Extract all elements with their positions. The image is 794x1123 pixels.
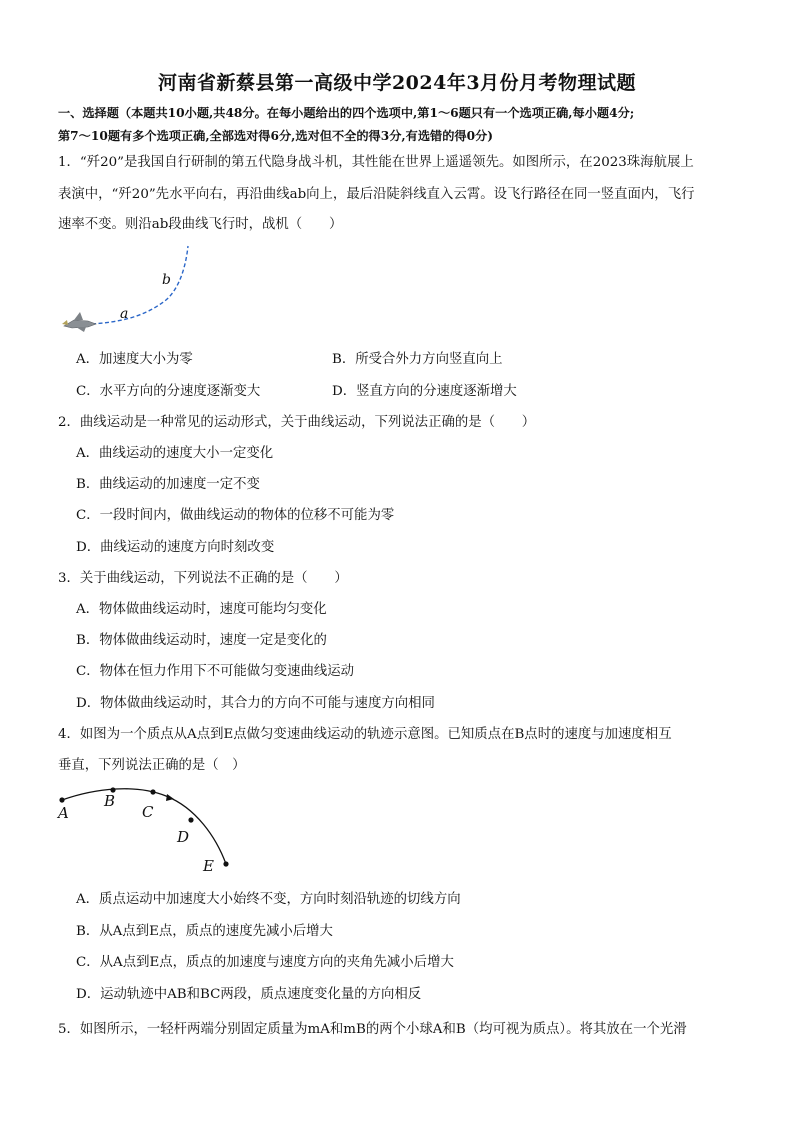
section-instructions-line1: 一、选择题（本题共10小题,共48分。在每小题给出的四个选项中,第1～6题只有一个选项正确,每小题4分; (58, 106, 635, 120)
q4-option-d[interactable]: D．运动轨迹中AB和BC两段，质点速度变化量的方向相反 (76, 987, 422, 1002)
q1-label-a: a (120, 306, 129, 322)
direction-arrow-icon (166, 794, 174, 801)
point-label-a: A (58, 804, 69, 822)
q2-stem: 2．曲线运动是一种常见的运动形式，关于曲线运动，下列说法正确的是（ ） (58, 415, 536, 430)
point-label-b: B (104, 792, 116, 810)
q2-option-a[interactable]: A．曲线运动的速度大小一定变化 (76, 446, 274, 461)
q2-option-c[interactable]: C．一段时间内，做曲线运动的物体的位移不可能为零 (76, 508, 395, 523)
q2-option-b[interactable]: B．曲线运动的加速度一定不变 (76, 477, 260, 492)
q2-option-d[interactable]: D．曲线运动的速度方向时刻改变 (76, 540, 275, 555)
q4-option-a[interactable]: A．质点运动中加速度大小始终不变，方向时刻沿轨迹的切线方向 (76, 892, 461, 907)
section-instructions-line2: 第7～10题有多个选项正确,全部选对得6分,选对但不全的得3分,有选错的得0分) (58, 129, 494, 143)
q1-option-d[interactable]: D．竖直方向的分速度逐渐增大 (332, 384, 517, 399)
q1-stem-line1: 1．“歼20”是我国自行研制的第五代隐身战斗机，其性能在世界上遥遥领先。如图所示，在2023珠海航展上 (58, 155, 694, 170)
q1-figure (58, 240, 198, 340)
q1-option-a[interactable]: A．加速度大小为零 (76, 352, 193, 367)
point-label-c: C (142, 803, 154, 821)
q5-stem-line1: 5．如图所示，一轻杆两端分别固定质量为mA和mB的两个小球A和B（均可视为质点）。将其放在一个光滑 (58, 1022, 687, 1037)
q1-label-b: b (162, 272, 171, 288)
q1-stem-line2: 表演中，“歼20”先水平向右，再沿曲线ab向上，最后沿陡斜线直入云霄。设飞行路径在同一竖直面内，飞行 (58, 187, 695, 202)
q1-stem-line3: 速率不变。则沿ab段曲线飞行时，战机（ ） (58, 217, 343, 232)
point-label-e: E (203, 857, 214, 875)
q4-stem-line2: 垂直，下列说法正确的是（ ） (58, 758, 246, 773)
exam-title: 河南省新蔡县第一高级中学2024年3月份月考物理试题 (157, 72, 637, 94)
q4-option-b[interactable]: B．从A点到E点，质点的速度先减小后增大 (76, 924, 333, 939)
q3-option-d[interactable]: D．物体做曲线运动时，其合力的方向不可能与速度方向相同 (76, 696, 435, 711)
q1-option-c[interactable]: C．水平方向的分速度逐渐变大 (76, 384, 261, 399)
q1-option-b[interactable]: B．所受合外力方向竖直向上 (332, 352, 503, 367)
flight-path-curve (92, 246, 188, 324)
fighter-jet-icon (62, 312, 96, 332)
point-label-d: D (177, 828, 190, 846)
q4-trajectory-figure (56, 782, 246, 882)
q3-option-a[interactable]: A．物体做曲线运动时，速度可能均匀变化 (76, 602, 327, 617)
q3-stem: 3．关于曲线运动，下列说法不正确的是（ ） (58, 571, 348, 586)
q4-stem-line1: 4．如图为一个质点从A点到E点做匀变速曲线运动的轨迹示意图。已知质点在B点时的速度与加速度相互 (58, 727, 672, 742)
q3-option-b[interactable]: B．物体做曲线运动时，速度一定是变化的 (76, 633, 327, 648)
trajectory-curve (62, 789, 226, 864)
q3-option-c[interactable]: C．物体在恒力作用下不可能做匀变速曲线运动 (76, 664, 355, 679)
q4-option-c[interactable]: C．从A点到E点，质点的加速度与速度方向的夹角先减小后增大 (76, 955, 454, 970)
